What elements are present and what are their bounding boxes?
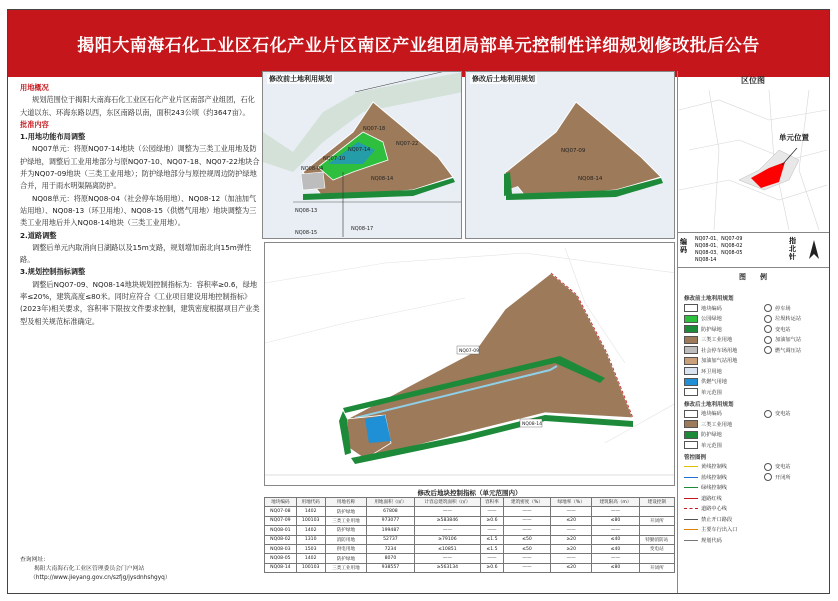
code-block [677,232,829,268]
legend-item [684,366,764,377]
legend-line-swatch [684,477,698,478]
legend-item [684,345,764,356]
legend-label: 变电站 [775,411,791,418]
legend-swatch [684,357,698,365]
table-cell: ≤1.5 [481,544,504,553]
legend-label: 单元范围 [701,389,722,396]
table-row [265,554,675,563]
table-cell [639,554,674,563]
table-header-cell: 建筑密度（%） [503,498,550,507]
indicator-table [264,497,675,573]
legend-after-title: 修改后土地利用规划 [684,401,734,408]
legend-item [684,356,764,367]
facility-icon [764,325,772,333]
table-cell: ≤40 [592,535,639,544]
sub-heading-3: 3.规划控制指标调整 [20,267,86,277]
table-cell: ≥563134 [414,563,480,572]
legend-icon-item [764,335,824,346]
table-cell: —— [503,507,550,516]
para-4: 调整后NQ07-09、NQ08-14地块规划控制指标为：容积率≥0.6，绿地率≤20%，建筑高度≤80米。同时应符合《工业项目建设用地控制指标》(2023年)相关要求，容积率下限按文件要求控制，建筑密度根据项目产业类型及相关规范标准确定。 [20,279,260,326]
table-header-cell: 用地面积（㎡） [367,498,415,507]
table-row [265,526,675,535]
table-cell: ≤40 [592,544,639,553]
legend-item [684,335,764,346]
page-title: 揭阳大南海石化工业区石化产业片区南区产业组团局部单元控制性详细规划修改批后公告 [8,10,829,77]
table-cell: 1310 [296,535,325,544]
legend-label: 防护绿地 [701,432,722,439]
north-arrow-icon [805,239,823,261]
parcel-label: NQ07-10 [323,156,346,162]
table-cell: NQ08-05 [265,554,297,563]
table-cell: 100103 [296,563,325,572]
table-header-cell: 计容总建筑面积（㎡） [414,498,480,507]
legend-item [684,324,764,335]
table-cell: 供电用地 [325,544,366,553]
legend-before-title: 修改前土地利用规划 [684,296,734,302]
main-map-panel [264,242,675,486]
parcel-label: NQ08-14 [578,176,603,182]
legend-item [684,409,764,420]
table-cell: —— [592,507,639,516]
legend-swatch [684,336,698,344]
table-cell: —— [503,516,550,525]
legend-icon-item [764,303,824,314]
footer-links [20,556,171,583]
table-cell: 100103 [296,516,325,525]
table-cell: —— [503,554,550,563]
legend-icon-item [764,314,824,325]
table-cell: 938557 [367,563,415,572]
scope-heading: 用地概况 [20,83,49,92]
table-cell: NQ08-02 [265,535,297,544]
table-cell: ≤80 [592,516,639,525]
legend-line-swatch [684,508,698,509]
legend-swatch [684,304,698,312]
legend-swatch [684,346,698,354]
table-cell: —— [551,554,592,563]
legend-title: 图 例 [739,273,767,281]
facility-icon [764,304,772,312]
table-cell: ≤80 [592,563,639,572]
content-heading: 批准内容 [20,119,49,129]
table-cell: 三类工业用地 [325,563,366,572]
table-cell: 防护绿地 [325,526,366,535]
table-cell: NQ07-09 [265,516,297,525]
table-cell: NQ08-14 [265,563,297,572]
footer-label: 查询网址： [20,557,49,563]
legend-line-item [684,525,764,536]
para-3: 调整后单元内取消向日湖路以及15m支路，规划增加南北向15m弹性路。 [20,242,252,265]
legend-label: 单元范围 [701,442,722,449]
parcel-label: NQ07-09 [459,349,479,354]
facility-icon [764,346,772,354]
table-cell: 8070 [367,554,415,563]
legend-label: 主要车行出入口 [701,527,738,534]
legend-label: 绿线控制线 [701,485,727,492]
legend-item [684,303,764,314]
table-cell: —— [551,507,592,516]
legend-label: 加油加气站 [775,337,801,344]
legend-pipe-icons [764,462,824,546]
table-cell: ≥20 [551,535,592,544]
before-map-panel [262,71,462,239]
legend-swatch [684,388,698,396]
legend-label: 黄线控制线 [701,464,727,471]
table-header-cell: 地块编码 [265,498,297,507]
legend-line-swatch [684,487,698,488]
table-cell: NQ08-01 [265,526,297,535]
legend-label: 变电站 [775,464,791,471]
table-cell: —— [414,526,480,535]
legend-label: 道路中心线 [701,506,727,513]
legend-label: 地块编码 [701,305,722,312]
code-list: NQ07-01、NQ07-09 NQ08-01、NQ08-02 NQ08-03、NQ08-05 NQ08-14 [695,237,743,263]
before-map [263,72,462,239]
table-cell: ≤10851 [414,544,480,553]
legend-line-item [684,514,764,525]
table-cell: 1402 [296,526,325,535]
table-cell: —— [414,554,480,563]
table-cell: 973077 [367,516,415,525]
legend-label: 三类工业用地 [701,337,733,344]
legend-icon-item [764,409,824,420]
legend-before-icons [764,303,824,398]
legend-line-item [684,483,764,494]
table-cell: ≥0.6 [481,516,504,525]
table-header-cell: 用地代码 [296,498,325,507]
legend-label: 变电站 [775,326,791,333]
legend-label: 规划代码 [701,537,722,544]
para-1: NQ07单元：将原NQ07-14地块（公园绿地）调整为三类工业用地及防护绿地，调整后工业用地部分与原NQ07-10、NQ07-18、NQ07-22地块合并为NQ07-09地块（三类工业用地）；防护绿地部分与原控规周边防护绿地合并，用于雨水明渠隔离防护。 [20,144,260,191]
table-cell: NQ08-03 [265,544,297,553]
parcel-label: NQ07-09 [561,148,586,154]
legend-label: 三类工业用地 [701,421,733,428]
legend-item [684,440,764,451]
table-cell: —— [481,526,504,535]
legend-after-icons [764,409,824,451]
table-cell: —— [481,507,504,516]
parcel-label: NQ07-18 [363,126,386,132]
legend-item [684,430,764,441]
scope-text: 规划范围位于揭阳大南海石化工业区石化产业片区南部产业组团，石化大道以东、环海东路以西，东区南路以南，面积243公顷（约3647亩）。 [20,95,255,117]
table-cell: NQ07-08 [265,507,297,516]
legend-item [684,314,764,325]
legend-line-swatch [684,529,698,530]
table-cell: 67808 [367,507,415,516]
table-cell: 防护绿地 [325,507,366,516]
table-cell: ≥79106 [414,535,480,544]
table-header-cell: 用地名称 [325,498,366,507]
table-cell: ≥583846 [414,516,480,525]
table-cell: ≥0.6 [481,563,504,572]
table-cell: 1402 [296,554,325,563]
table-title: 修改后地块控制指标（单元范围内） [417,489,522,497]
table-row [265,507,675,516]
legend-label: 地块编码 [701,411,722,418]
legend-label: 禁止开口路段 [701,516,733,523]
legend-icon-item [764,324,824,335]
table-cell: ≤1.5 [481,535,504,544]
legend-pipe-title: 管控图例 [684,454,707,461]
table-cell: —— [551,526,592,535]
parcel-label: NQ08-14 [371,176,394,182]
parcel-label: NQ08-13 [295,208,318,214]
legend-line-item [684,472,764,483]
legend-icon-item [764,462,824,473]
table-cell: 52737 [367,535,415,544]
legend-icon-item [764,345,824,356]
legend-swatch [684,378,698,386]
after-map [466,72,675,239]
table-cell: —— [414,507,480,516]
table-cell: 开闭所 [639,563,674,572]
legend-item [684,377,764,388]
legend-label: 道路红线 [701,495,722,502]
table-cell [639,507,674,516]
legend-line-swatch [684,519,698,520]
legend-line-item [684,493,764,504]
facility-icon [764,463,772,471]
table-header-cell: 容积率 [481,498,504,507]
table-cell: 消防用地 [325,535,366,544]
legend-icon-item [764,472,824,483]
legend-label: 垃圾转运站 [775,316,801,323]
legend-line-swatch [684,540,698,541]
legend-swatch [684,315,698,323]
table-row [265,516,675,525]
table-cell: ≤20 [551,563,592,572]
legend-label: 蓝线控制线 [701,474,727,481]
legend-swatch [684,441,698,449]
footer-url[interactable]: （http://www.jieyang.gov.cn/szfjg/jysdnhshgyq） [30,575,171,581]
legend-line-item [684,462,764,473]
table-header-cell: 绿地率（%） [551,498,592,507]
parcel-label: NQ08-04 [301,166,324,172]
facility-icon [764,410,772,418]
para-2: NQ08单元：将原NQ08-04（社会停车场用地）、NQ08-12（加油加气站用地）、NQ08-13（环卫用地）、NQ08-15（供燃气用地）地块调整为三类工业用地后并入NQ08-14地块（三类工业用地）。 [20,193,257,228]
table-cell: —— [481,554,504,563]
table-cell: 1503 [296,544,325,553]
footer-site: 揭阳大南海石化工业区管理委员会门户网站 [34,566,145,572]
legend-swatch [684,367,698,375]
table-cell: 变电站 [639,544,674,553]
location-title: 区位图 [741,76,765,85]
table-cell: 特勤消防站 [639,535,674,544]
left-text [20,82,260,328]
legend-label: 开闭所 [775,474,791,481]
table-cell: 7234 [367,544,415,553]
legend-item [684,387,764,398]
legend-swatch [684,325,698,333]
legend-label: 防护绿地 [701,326,722,333]
table-header-row [265,498,675,507]
legend-label: 停车场 [775,305,791,312]
legend-label: 供燃气用地 [701,379,727,386]
legend-after-items [684,409,764,451]
table-body [265,507,675,573]
table-cell: —— [592,526,639,535]
legend [684,292,826,546]
unit-position-label: 单元位置 [779,133,809,142]
table-row [265,535,675,544]
table-cell: —— [503,563,550,572]
after-map-panel [465,71,675,239]
legend-item [684,419,764,430]
table-row [265,544,675,553]
parcel-label: NQ08-14 [522,422,542,427]
table-cell: ≤50 [503,535,550,544]
table-cell: ≥20 [551,544,592,553]
code-label: 编 码 [680,238,687,254]
table-header-cell: 建设控制 [639,498,674,507]
table-cell [639,526,674,535]
legend-label: 加油加气站用地 [701,358,738,365]
facility-icon [764,473,772,481]
legend-line-swatch [684,498,698,499]
sub-heading-1: 1.用地功能布局调整 [20,132,86,142]
legend-label: 社会停车场用地 [701,347,738,354]
legend-swatch [684,420,698,428]
table-cell: ≤20 [551,516,592,525]
legend-swatch [684,410,698,418]
parcel-label: NQ07-22 [396,141,419,147]
table-cell: 199487 [367,526,415,535]
table-cell: —— [503,526,550,535]
north-label: 指 北 针 [789,237,796,261]
before-label: 修改前土地利用规划 [269,75,332,83]
legend-swatch [684,431,698,439]
parcel-label: NQ07-14 [348,147,371,153]
table-cell: ≤50 [503,544,550,553]
table-row [265,563,675,572]
after-label: 修改后土地利用规划 [472,75,535,83]
legend-label: 燃气调压站 [775,347,801,354]
table-header-cell: 建筑限高（m） [592,498,639,507]
legend-label: 公园绿地 [701,316,722,323]
sub-heading-2: 2.道路调整 [20,230,57,240]
parcel-label: NQ08-17 [351,226,374,232]
legend-pipe-items [684,462,764,546]
legend-line-swatch [684,466,698,467]
location-map [679,90,827,230]
legend-line-item [684,504,764,515]
table-cell: 三类工业用地 [325,516,366,525]
table-cell: 1402 [296,507,325,516]
legend-line-item [684,535,764,546]
facility-icon [764,315,772,323]
legend-label: 环卫用地 [701,368,722,375]
facility-icon [764,336,772,344]
main-map [265,243,675,486]
parcel-label: NQ08-15 [295,230,318,236]
table-cell: —— [592,554,639,563]
table-cell: 防护绿地 [325,554,366,563]
legend-before-items [684,303,764,398]
table-cell: 开闭所 [639,516,674,525]
